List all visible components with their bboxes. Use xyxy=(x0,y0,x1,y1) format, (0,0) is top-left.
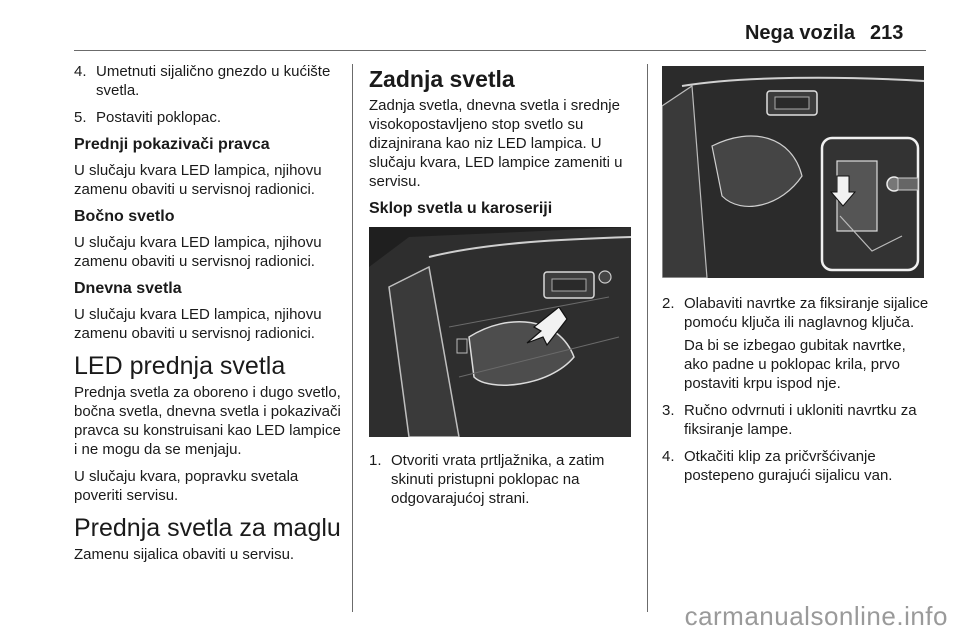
list-item xyxy=(74,62,342,100)
rear-lights-heading: Zadnja svetla xyxy=(369,66,515,92)
list-item xyxy=(74,108,342,127)
item-text: Otvoriti vrata prtljažnika, a zatim skinuti pristupni poklopac na odgovarajućoj strani. xyxy=(391,452,605,507)
subsection-heading: Sklop svetla u karoseriji xyxy=(369,200,553,217)
led-paragraph: U slučaju kvara, popravku svetala poveriti servisu. xyxy=(74,468,299,504)
item-number: 4. xyxy=(74,63,87,80)
led-paragraph: Prednja svetla za oboreno i dugo svetlo, bočna svetla, dnevna svetla i pokazivači pravca su konstruisani kao LED lampice i ne mogu da se menjaju. xyxy=(74,384,341,458)
column-rule-2 xyxy=(647,64,648,612)
watermark: carmanualsonline.info xyxy=(684,601,948,631)
item-text: Postaviti poklopac. xyxy=(96,109,222,126)
item-text: Ručno odvrnuti i ukloniti navrtku za fiksiranje lampe. xyxy=(684,402,917,438)
led-heading: LED prednja svetla xyxy=(74,352,286,380)
section-text: U slučaju kvara LED lampica, njihovu zamenu obaviti u servisnoj radionici. xyxy=(74,234,322,270)
list-item xyxy=(662,401,930,439)
header-rule xyxy=(74,50,926,51)
section-text: U slučaju kvara LED lampica, njihovu zamenu obaviti u servisnoj radionici. xyxy=(74,306,322,342)
page-number: 213 xyxy=(870,22,904,44)
page-header-title: Nega vozila xyxy=(744,22,855,44)
item-text: Olabaviti navrtke za fiksiranje sijalice pomoću ključa ili naglavnog ključa. xyxy=(684,295,929,331)
section-text: U slučaju kvara LED lampica, njihovu zamenu obaviti u servisnoj radionici. xyxy=(74,162,322,198)
column-rule-1 xyxy=(352,64,353,612)
list-item xyxy=(662,294,930,393)
item-text: Otkačiti klip za pričvršćivanje postepeno gurajući sijalicu van. xyxy=(684,448,893,484)
rear-lights-intro: Zadnja svetla, dnevna svetla i srednje visokopostavljeno stop svetlo su dizajnirana kao niz LED lampica. U slučaju kvara, LED lampice zameniti u servisu. xyxy=(369,97,623,190)
item-note: Da bi se izbegao gubitak navrtke, ako padne u poklopac krila, prvo postaviti krpu ispod nje. xyxy=(684,337,906,392)
item-number: 2. xyxy=(662,295,675,312)
section-heading: Bočno svetlo xyxy=(74,208,175,225)
trunk-access-cover-illustration xyxy=(369,227,631,437)
item-text: Umetnuti sijalično gnezdo u kućište svetla. xyxy=(96,63,331,99)
section-heading: Prednji pokazivači pravca xyxy=(74,136,270,153)
item-number: 4. xyxy=(662,448,675,465)
list-item xyxy=(662,447,930,485)
column-left xyxy=(74,62,342,572)
fog-heading: Prednja svetla za maglu xyxy=(74,514,341,542)
item-number: 1. xyxy=(369,452,382,469)
item-number: 3. xyxy=(662,402,675,419)
fog-text: Zamenu sijalica obaviti u servisu. xyxy=(74,546,295,563)
item-number: 5. xyxy=(74,109,87,126)
list-item xyxy=(369,451,637,508)
lamp-nut-detail-illustration xyxy=(662,66,924,278)
section-heading: Dnevna svetla xyxy=(74,280,182,297)
column-middle xyxy=(369,62,637,516)
column-right xyxy=(662,62,930,493)
